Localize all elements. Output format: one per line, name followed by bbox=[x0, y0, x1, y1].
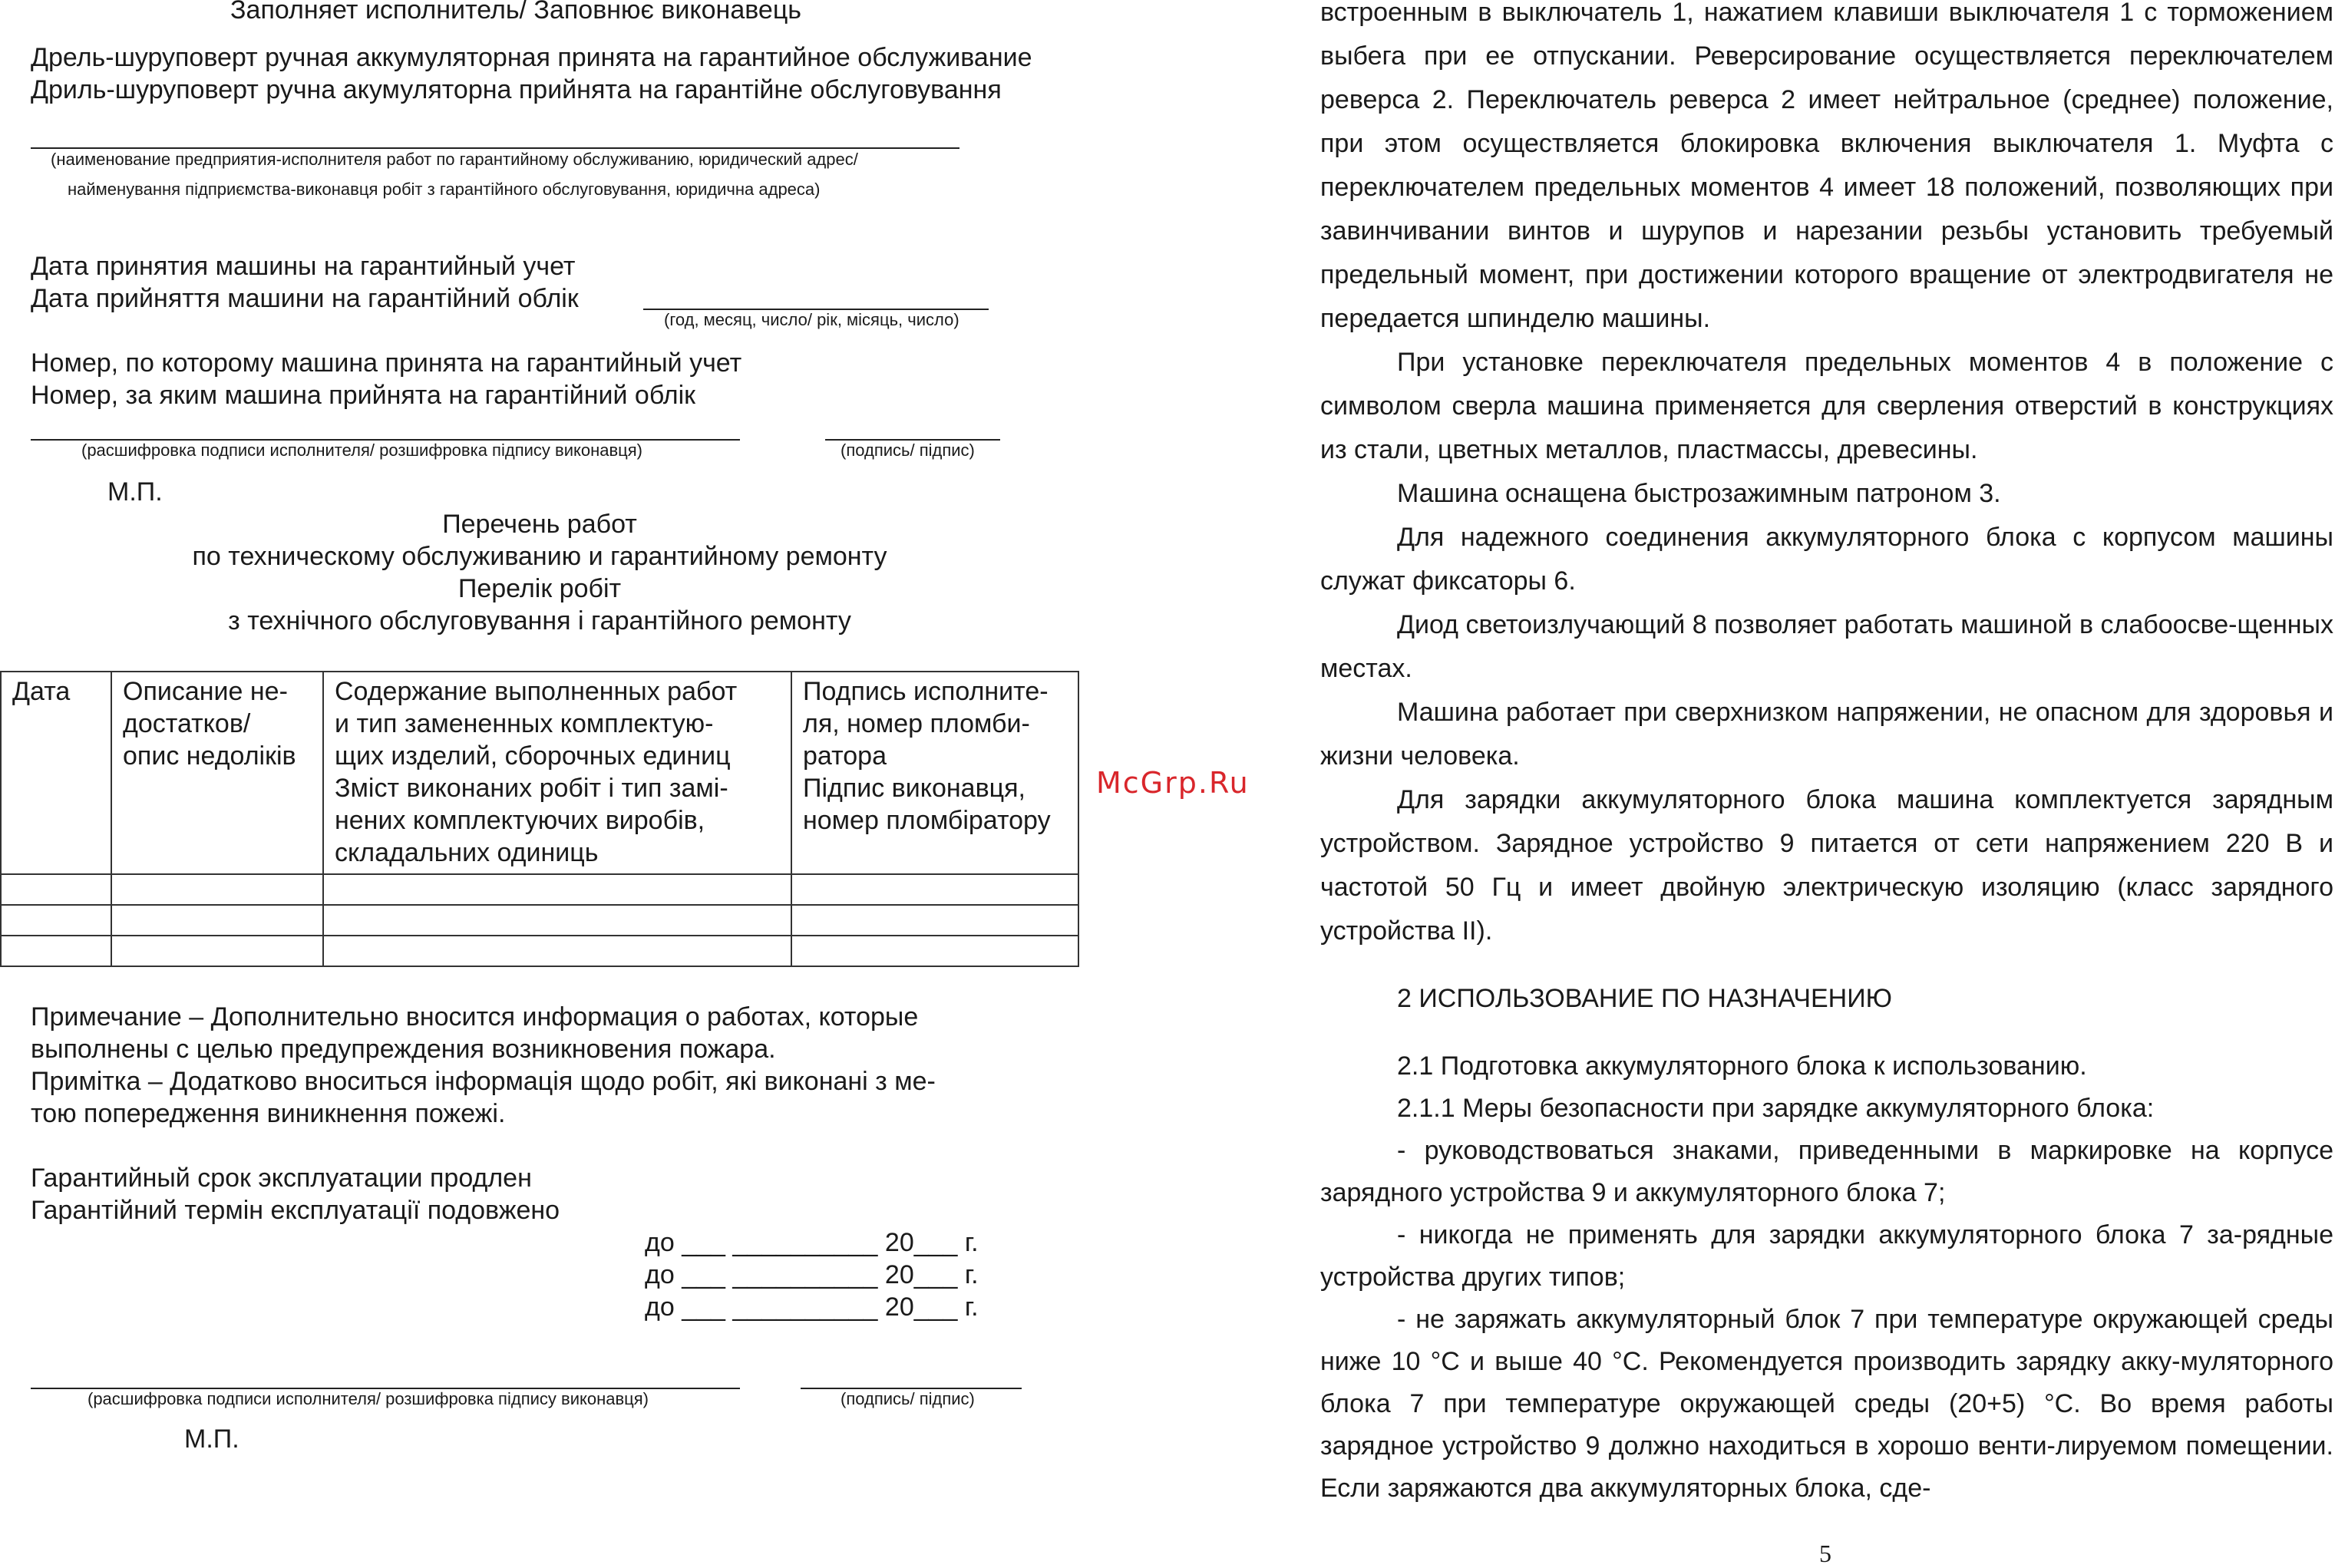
table-cell[interactable] bbox=[323, 874, 791, 905]
date-hint: (год, месяц, число/ рік, місяць, число) bbox=[664, 310, 959, 329]
accepted-text-uk: Дриль-шуруповерт ручна акумуляторна прийнята на гарантійне обслуговування bbox=[31, 75, 1002, 104]
paragraph-voltage: Машина работает при сверхнизком напряжении, не опасном для здоровья и жизни человека. bbox=[1320, 698, 2333, 771]
header-defects: Описание не- достатков/ опис недоліків bbox=[111, 672, 323, 874]
stamp-label-2: М.П. bbox=[184, 1424, 239, 1454]
date-label-uk: Дата прийняття машини на гарантійний облік bbox=[31, 284, 579, 313]
paragraph-led: Диод светоизлучающий 8 позволяет работать машиной в слабоосве-щенных местах. bbox=[1320, 610, 2333, 683]
list-item: - руководствоваться знаками, приведенными в маркировке на корпусе зарядного устройства 9 и аккумуляторного блока 7; bbox=[1320, 1136, 2333, 1207]
date-label-ru: Дата принятия машины на гарантийный учет bbox=[31, 252, 576, 281]
table-cell[interactable] bbox=[1, 936, 111, 966]
stamp-label: М.П. bbox=[107, 477, 163, 507]
header-date: Дата bbox=[1, 672, 111, 874]
list-title-ru-2: по техническому обслуживанию и гарантийному ремонту bbox=[192, 542, 887, 571]
left-page bbox=[0, 0, 1105, 1564]
paragraph-chuck: Машина оснащена быстрозажимным патроном 3. bbox=[1397, 479, 2001, 508]
subsection-2-1: 2.1 Подготовка аккумуляторного блока к использованию. bbox=[1397, 1051, 2087, 1081]
note-ru-2: выполнены с целью предупреждения возникновения пожара. bbox=[31, 1035, 776, 1064]
section-paragraphs bbox=[1320, 1045, 2333, 1510]
list-item: - не заряжать аккумуляторный блок 7 при температуре окружающей среды ниже 10 °С и выше 40 °С. Рекомендуется производить зарядку акку-муляторного блока 7 при температуре окружающей среды (20+5) °С. Во время работы зарядное устройство 9 должно находиться в хорошо венти-лируемом помещении. Если заряжаются два аккумуляторных блока, сде- bbox=[1320, 1305, 2333, 1503]
org-line bbox=[31, 147, 959, 149]
table-header-row bbox=[1, 672, 1078, 874]
table-cell[interactable] bbox=[791, 874, 1078, 905]
subsection-2-1-1: 2.1.1 Меры безопасности при зарядке аккумуляторного блока: bbox=[1397, 1094, 2155, 1123]
sig-hint: (подпись/ підпис) bbox=[841, 441, 975, 460]
paragraph-drill-mode: При установке переключателя предельных моментов 4 в положение с символом сверла машина применяется для сверления отверстий в конструкциях из стали, цветных металлов, пластмассы, древесины. bbox=[1320, 348, 2333, 464]
performer-header: Заполняет исполнитель/ Заповнює виконавець bbox=[230, 0, 802, 25]
extended-ru: Гарантийный срок эксплуатации продлен bbox=[31, 1164, 532, 1193]
list-title-uk-1: Перелік робіт bbox=[457, 574, 622, 603]
table-cell[interactable] bbox=[323, 905, 791, 936]
until-line-3[interactable]: до ___ __________ 20___ г. bbox=[645, 1292, 979, 1322]
until-line-2[interactable]: до ___ __________ 20___ г. bbox=[645, 1260, 979, 1289]
note-uk-2: тою попередження виникнення пожежі. bbox=[31, 1099, 506, 1128]
header-work-content: Содержание выполненных работ и тип замененных комплектую- щих изделий, сборочных единиц Зміст виконаних робіт і тип замі- нених комплектуючих виробів, складальних одиниць bbox=[323, 672, 791, 874]
sig-decode-hint-2: (расшифровка подписи исполнителя/ розшифровка підпису виконавця) bbox=[88, 1389, 649, 1408]
sig-hint-2: (подпись/ підпис) bbox=[841, 1389, 975, 1408]
paragraph-charger: Для зарядки аккумуляторного блока машина комплектуется зарядным устройством. Зарядное устройство 9 питается от сети напряжением 220 В и частотой 50 Гц и имеет двойную электрическую изоляцию (класс зарядного устройства II). bbox=[1320, 785, 2333, 946]
table-cell[interactable] bbox=[791, 905, 1078, 936]
table-cell[interactable] bbox=[1, 905, 111, 936]
sig-decode-hint: (расшифровка подписи исполнителя/ розшифровка підпису виконавця) bbox=[81, 441, 643, 460]
table-cell[interactable] bbox=[791, 936, 1078, 966]
list-title-uk-2: з технічного обслуговування і гарантійного ремонту bbox=[228, 606, 851, 635]
note-ru-1: Примечание – Дополнительно вносится информация о работах, которые bbox=[31, 1002, 919, 1032]
table-cell[interactable] bbox=[323, 936, 791, 966]
paragraph-latches: Для надежного соединения аккумуляторного блока с корпусом машины служат фиксаторы 6. bbox=[1320, 523, 2333, 596]
list-item: - никогда не применять для зарядки аккумуляторного блока 7 за-рядные устройства других типов; bbox=[1320, 1220, 2333, 1292]
table-cell[interactable] bbox=[111, 936, 323, 966]
works-table bbox=[0, 671, 1079, 967]
intro-paragraphs bbox=[1320, 0, 2333, 953]
org-hint-uk: найменування підприємства-виконавця робіт з гарантійного обслуговування, юридична адреса) bbox=[68, 180, 821, 199]
until-line-1[interactable]: до ___ __________ 20___ г. bbox=[645, 1228, 979, 1257]
section-heading: 2 ИСПОЛЬЗОВАНИЕ ПО НАЗНАЧЕНИЮ bbox=[1397, 984, 1893, 1013]
right-page bbox=[1305, 0, 2335, 1564]
paragraph-switch: встроенным в выключатель 1, нажатием клавиши выключателя 1 с торможением выбега при ее отпускании. Реверсирование осуществляется переключателем реверса 2. Переключатель реверса 2 имеет нейтральное (среднее) положение, при этом осуществляется блокировка включения выключателя 1. Муфта с переключателем предельных моментов 4 имеет 18 положений, позволяющих при завинчивании винтов и шурупов и нарезании резьбы установить требуемый предельный момент, при достижении которого вращение от электродвигателя не передается шпинделю машины. bbox=[1320, 0, 2333, 333]
number-label-uk: Номер, за яким машина прийнята на гарантійний облік bbox=[31, 381, 696, 410]
table-cell[interactable] bbox=[111, 874, 323, 905]
watermark-logo: McGrp.Ru bbox=[1096, 766, 1250, 800]
table-row bbox=[1, 905, 1078, 936]
table-row bbox=[1, 936, 1078, 966]
table-cell[interactable] bbox=[1, 874, 111, 905]
number-label-ru: Номер, по которому машина принята на гарантийный учет bbox=[31, 348, 742, 378]
note-uk-1: Примітка – Додатково вноситься інформація щодо робіт, які виконані з ме- bbox=[31, 1067, 936, 1096]
org-hint-ru: (наименование предприятия-исполнителя работ по гарантийному обслуживанию, юридический адрес/ bbox=[51, 150, 858, 169]
list-title-ru-1: Перечень работ bbox=[442, 510, 637, 539]
table-cell[interactable] bbox=[111, 905, 323, 936]
table-row bbox=[1, 874, 1078, 905]
header-signature: Подпись исполните- ля, номер пломби- ратора Підпис виконавця, номер пломбіратору bbox=[791, 672, 1078, 874]
extended-uk: Гарантійний термін експлуатації подовжено bbox=[31, 1196, 560, 1225]
accepted-text-ru: Дрель-шуруповерт ручная аккумуляторная принята на гарантийное обслуживание bbox=[31, 43, 1032, 72]
page-number: 5 bbox=[1819, 1540, 1831, 1567]
